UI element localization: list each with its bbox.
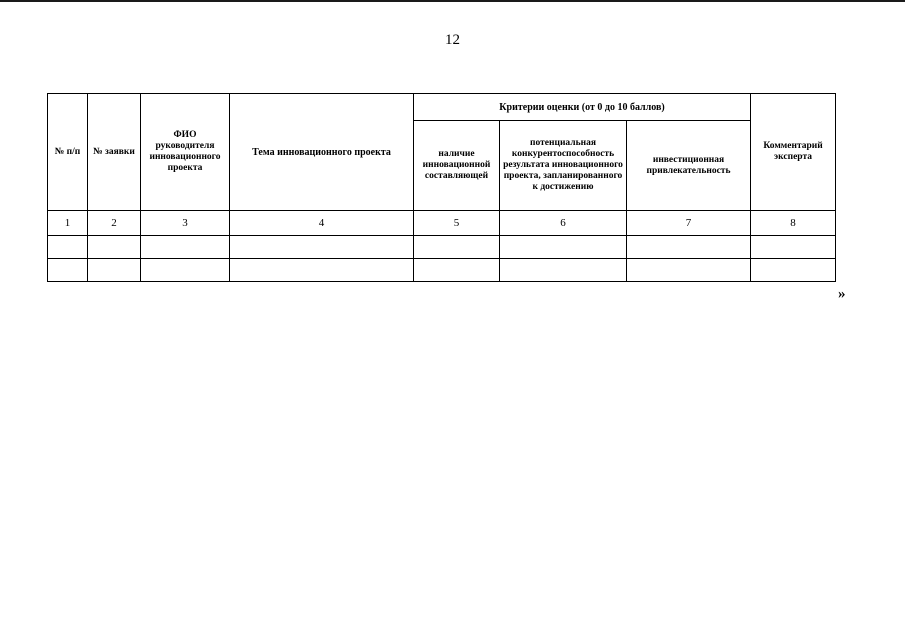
header-row-1 — [48, 94, 836, 121]
page-top-edge — [0, 0, 905, 2]
header-application-number: № заявки — [88, 94, 141, 211]
header-investment-attractiveness: инвестиционная привлекательность — [627, 121, 751, 211]
column-number: 4 — [230, 211, 414, 236]
table-cell — [414, 236, 500, 259]
header-project-theme: Тема инновационного проекта — [230, 94, 414, 211]
table-row — [48, 236, 836, 259]
table-cell — [48, 259, 88, 282]
header-expert-comment: Комментарий эксперта — [751, 94, 836, 211]
header-row-number: № п/п — [48, 94, 88, 211]
table-cell — [141, 236, 230, 259]
header-competitiveness: потенциальная конкурентоспособность результата инновационного проекта, запланированного к достижению — [500, 121, 627, 211]
table-cell — [751, 259, 836, 282]
column-number: 5 — [414, 211, 500, 236]
table-cell — [627, 236, 751, 259]
column-numbers-row — [48, 211, 836, 236]
table-cell — [141, 259, 230, 282]
column-number: 6 — [500, 211, 627, 236]
table-cell — [48, 236, 88, 259]
column-number: 8 — [751, 211, 836, 236]
table-cell — [414, 259, 500, 282]
table-cell — [88, 236, 141, 259]
table-cell — [88, 259, 141, 282]
table-cell — [500, 236, 627, 259]
column-number: 2 — [88, 211, 141, 236]
table-cell — [751, 236, 836, 259]
table-cell — [500, 259, 627, 282]
evaluation-table — [47, 93, 836, 282]
header-criteria-group: Критерии оценки (от 0 до 10 баллов) — [414, 94, 751, 121]
header-innovation-component: наличие инновационной составляющей — [414, 121, 500, 211]
closing-quote: » — [838, 286, 846, 302]
table-cell — [230, 259, 414, 282]
table-cell — [230, 236, 414, 259]
column-number: 3 — [141, 211, 230, 236]
table-row — [48, 259, 836, 282]
column-number: 1 — [48, 211, 88, 236]
column-number: 7 — [627, 211, 751, 236]
page-number: 12 — [445, 32, 460, 48]
table-cell — [627, 259, 751, 282]
header-project-leader: ФИО руководителя инновационного проекта — [141, 94, 230, 211]
